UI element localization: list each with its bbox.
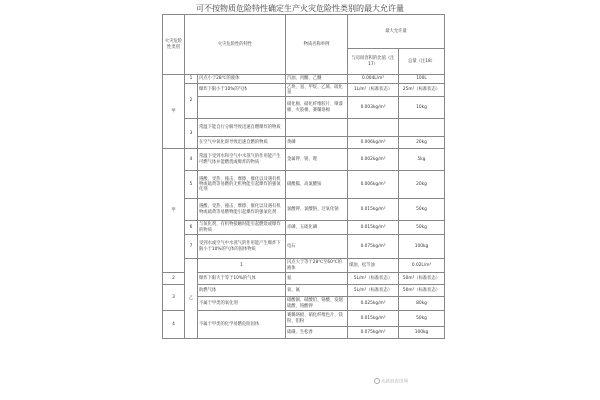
item-number xyxy=(185,199,198,221)
ratio-cell: 0.02L/m³ xyxy=(399,259,445,273)
ratio-cell: 0.075kg/m³ xyxy=(348,235,399,259)
table-body xyxy=(163,75,445,339)
ratio-cell: 0.002kg/m³ xyxy=(348,149,399,171)
item-number: 2 xyxy=(185,84,198,119)
total-cell: 80kg xyxy=(399,297,445,311)
characteristic-cell: 不属于甲类的化学易燃危险固体 xyxy=(198,311,286,339)
example-cell: 氯酸钾、氯酸钠、过氧化钠 xyxy=(286,199,348,221)
total-cell: 50m³（标准状态） xyxy=(399,285,445,297)
item-number: 1 xyxy=(198,259,286,273)
total-cell: 10kg xyxy=(399,97,445,119)
example-cell: 赤磷、五硫化磷 xyxy=(286,221,348,235)
total-cell: 50kg xyxy=(399,221,445,235)
ratio-cell xyxy=(348,119,399,137)
total-cell: 20kg xyxy=(399,137,445,149)
category-cell: 甲 xyxy=(163,149,185,273)
ratio-cell: 0.004L/m³ xyxy=(348,75,399,84)
characteristic-cell xyxy=(198,97,286,119)
example-cell: 煤油、松节油 xyxy=(348,259,399,273)
example-cell: 黄磷 xyxy=(286,137,348,149)
table-row xyxy=(163,119,445,137)
table-row xyxy=(163,285,445,297)
ratio-cell: 5L/m³（标准状态） xyxy=(348,285,399,297)
characteristic-cell: 遇酸、受热、撞击、摩擦、催化以及遇有机物或硫黄等易燃的无机物能引起爆炸的强氧化剂 xyxy=(198,171,286,199)
item-number: 6 xyxy=(185,221,198,235)
category-cell: 乙 xyxy=(185,259,198,339)
characteristic-cell: 爆炸下限大于等于10%的气体 xyxy=(198,273,286,285)
example-cell: 氧、氟 xyxy=(286,285,348,297)
table-row xyxy=(163,259,445,273)
table-row xyxy=(163,75,445,84)
item-number: 5 xyxy=(185,171,198,199)
table-row xyxy=(163,137,445,149)
characteristic-cell: 遇酸、受热、撞击、摩擦、催化以及遇有机物或硫黄等易燃物能引起爆炸的强氧化剂 xyxy=(198,199,286,221)
total-cell: 5kg xyxy=(399,149,445,171)
example-cell: 电石 xyxy=(286,235,348,259)
example-cell: 硝化棉、硝化纤维胶片、喷漆棉、火胶棉、赛璐珞棉 xyxy=(286,97,348,119)
table-row xyxy=(163,199,445,221)
total-cell xyxy=(399,119,445,137)
header-total: 总量（注18） xyxy=(399,49,445,75)
ratio-cell: 0.003kg/m³ xyxy=(348,97,399,119)
total-cell: 100kg xyxy=(399,327,445,339)
ratio-cell: 0.006kg/m³ xyxy=(348,171,399,199)
document-title: 可不按物质危险特性确定生产火灾危险性类别的最大允许量 xyxy=(196,4,404,13)
ratio-cell: 0.015kg/m³ xyxy=(348,199,399,221)
item-number: 1 xyxy=(185,75,198,84)
total-cell: 50kg xyxy=(399,311,445,327)
characteristic-cell: 受到水或空气中水蒸气的作用能产生爆炸下限小于10%的气体的固体物质 xyxy=(198,235,286,259)
characteristic-cell: 常温下能自行分解导致迅速自燃爆炸的物质 xyxy=(198,119,286,137)
table-row xyxy=(163,171,445,199)
example-cell: 硫磺、生松香 xyxy=(286,327,348,339)
characteristic-cell: 助燃气体 xyxy=(198,285,286,297)
table-row xyxy=(163,84,445,97)
example-cell: 金属钾、钠、锂 xyxy=(286,149,348,171)
example-cell: 汽油、丙酮、乙醚 xyxy=(286,75,348,84)
ratio-cell: 0.075kg/m³ xyxy=(348,327,399,339)
characteristic-cell: 不属于甲类的氧化剂 xyxy=(198,297,286,311)
ratio-cell: 0.006kg/m³ xyxy=(348,137,399,149)
watermark-text: 从新浪看房网 xyxy=(381,379,408,385)
table-row xyxy=(163,97,445,119)
example-cell: 乙炔、氢、甲烷、乙烯、硫化氢 xyxy=(286,84,348,97)
example-cell: 氨 xyxy=(286,273,348,285)
header-characteristic: 火灾危险性的特性 xyxy=(185,15,286,75)
table-row xyxy=(163,235,445,259)
ratio-cell: 1L/m³（标准状态） xyxy=(348,84,399,97)
ratio-cell: 5L/m³（标准状态） xyxy=(348,273,399,285)
example-cell: 硝酸铜、硝酸铅、铬酸、发烟硫酸、铬酸钾 xyxy=(286,297,348,311)
total-cell: 25m³（标准状态） xyxy=(399,84,445,97)
item-number: 4 xyxy=(185,149,198,171)
header-max-allowed: 最大允许量 xyxy=(348,15,445,49)
characteristic-cell: 与氧化剂、有机物接触时能引起燃烧或爆炸的物质 xyxy=(198,221,286,235)
category-cell: 甲 xyxy=(163,75,185,149)
watermark xyxy=(374,378,408,385)
example-cell: 硝酸胍、高氯酸铵 xyxy=(286,171,348,199)
watermark-icon xyxy=(374,378,380,384)
table-row xyxy=(163,221,445,235)
max-allowance-table xyxy=(162,14,445,339)
item-number: 4 xyxy=(163,311,185,339)
characteristic-cell: 爆炸下限小于10%的气体 xyxy=(198,84,286,97)
total-cell: 50m³（标准状态） xyxy=(399,273,445,285)
characteristic-cell: 闪点小于28℃的液体 xyxy=(198,75,286,84)
characteristic-cell: 闪点大于等于28℃至60℃的液体 xyxy=(286,259,348,273)
example-cell: 赛璐珞板、硝化纤维色片、镁粉、铝粉 xyxy=(286,311,348,327)
total-cell: 100L xyxy=(399,75,445,84)
total-cell: 100kg xyxy=(399,235,445,259)
characteristic-cell: 在空气中氧化即导致迅速自燃的物质 xyxy=(198,137,286,149)
total-cell: 20kg xyxy=(399,171,445,199)
item-number: 2 xyxy=(163,273,185,285)
header-example: 物质名称举例 xyxy=(286,15,348,75)
table-row xyxy=(163,311,445,327)
item-number: 3 xyxy=(163,285,185,311)
ratio-cell: 0.015kg/m³ xyxy=(348,311,399,327)
table-row xyxy=(163,297,445,311)
total-cell: 50kg xyxy=(399,199,445,221)
item-number: 7 xyxy=(185,235,198,259)
table-row xyxy=(163,273,445,285)
header-row-1 xyxy=(163,15,445,49)
table-row xyxy=(163,149,445,171)
header-category: 火灾危险性类别 xyxy=(163,15,185,75)
example-cell xyxy=(286,119,348,137)
ratio-cell: 0.015kg/m³ xyxy=(348,221,399,235)
ratio-cell: 0.025kg/m³ xyxy=(348,297,399,311)
characteristic-cell: 常温下受到水和空气中水蒸气的作用能产生可燃气体并能燃烧或爆炸的物质 xyxy=(198,149,286,171)
item-number: 3 xyxy=(185,119,198,149)
header-ratio: 与房间容积的比值（注17） xyxy=(348,49,399,75)
